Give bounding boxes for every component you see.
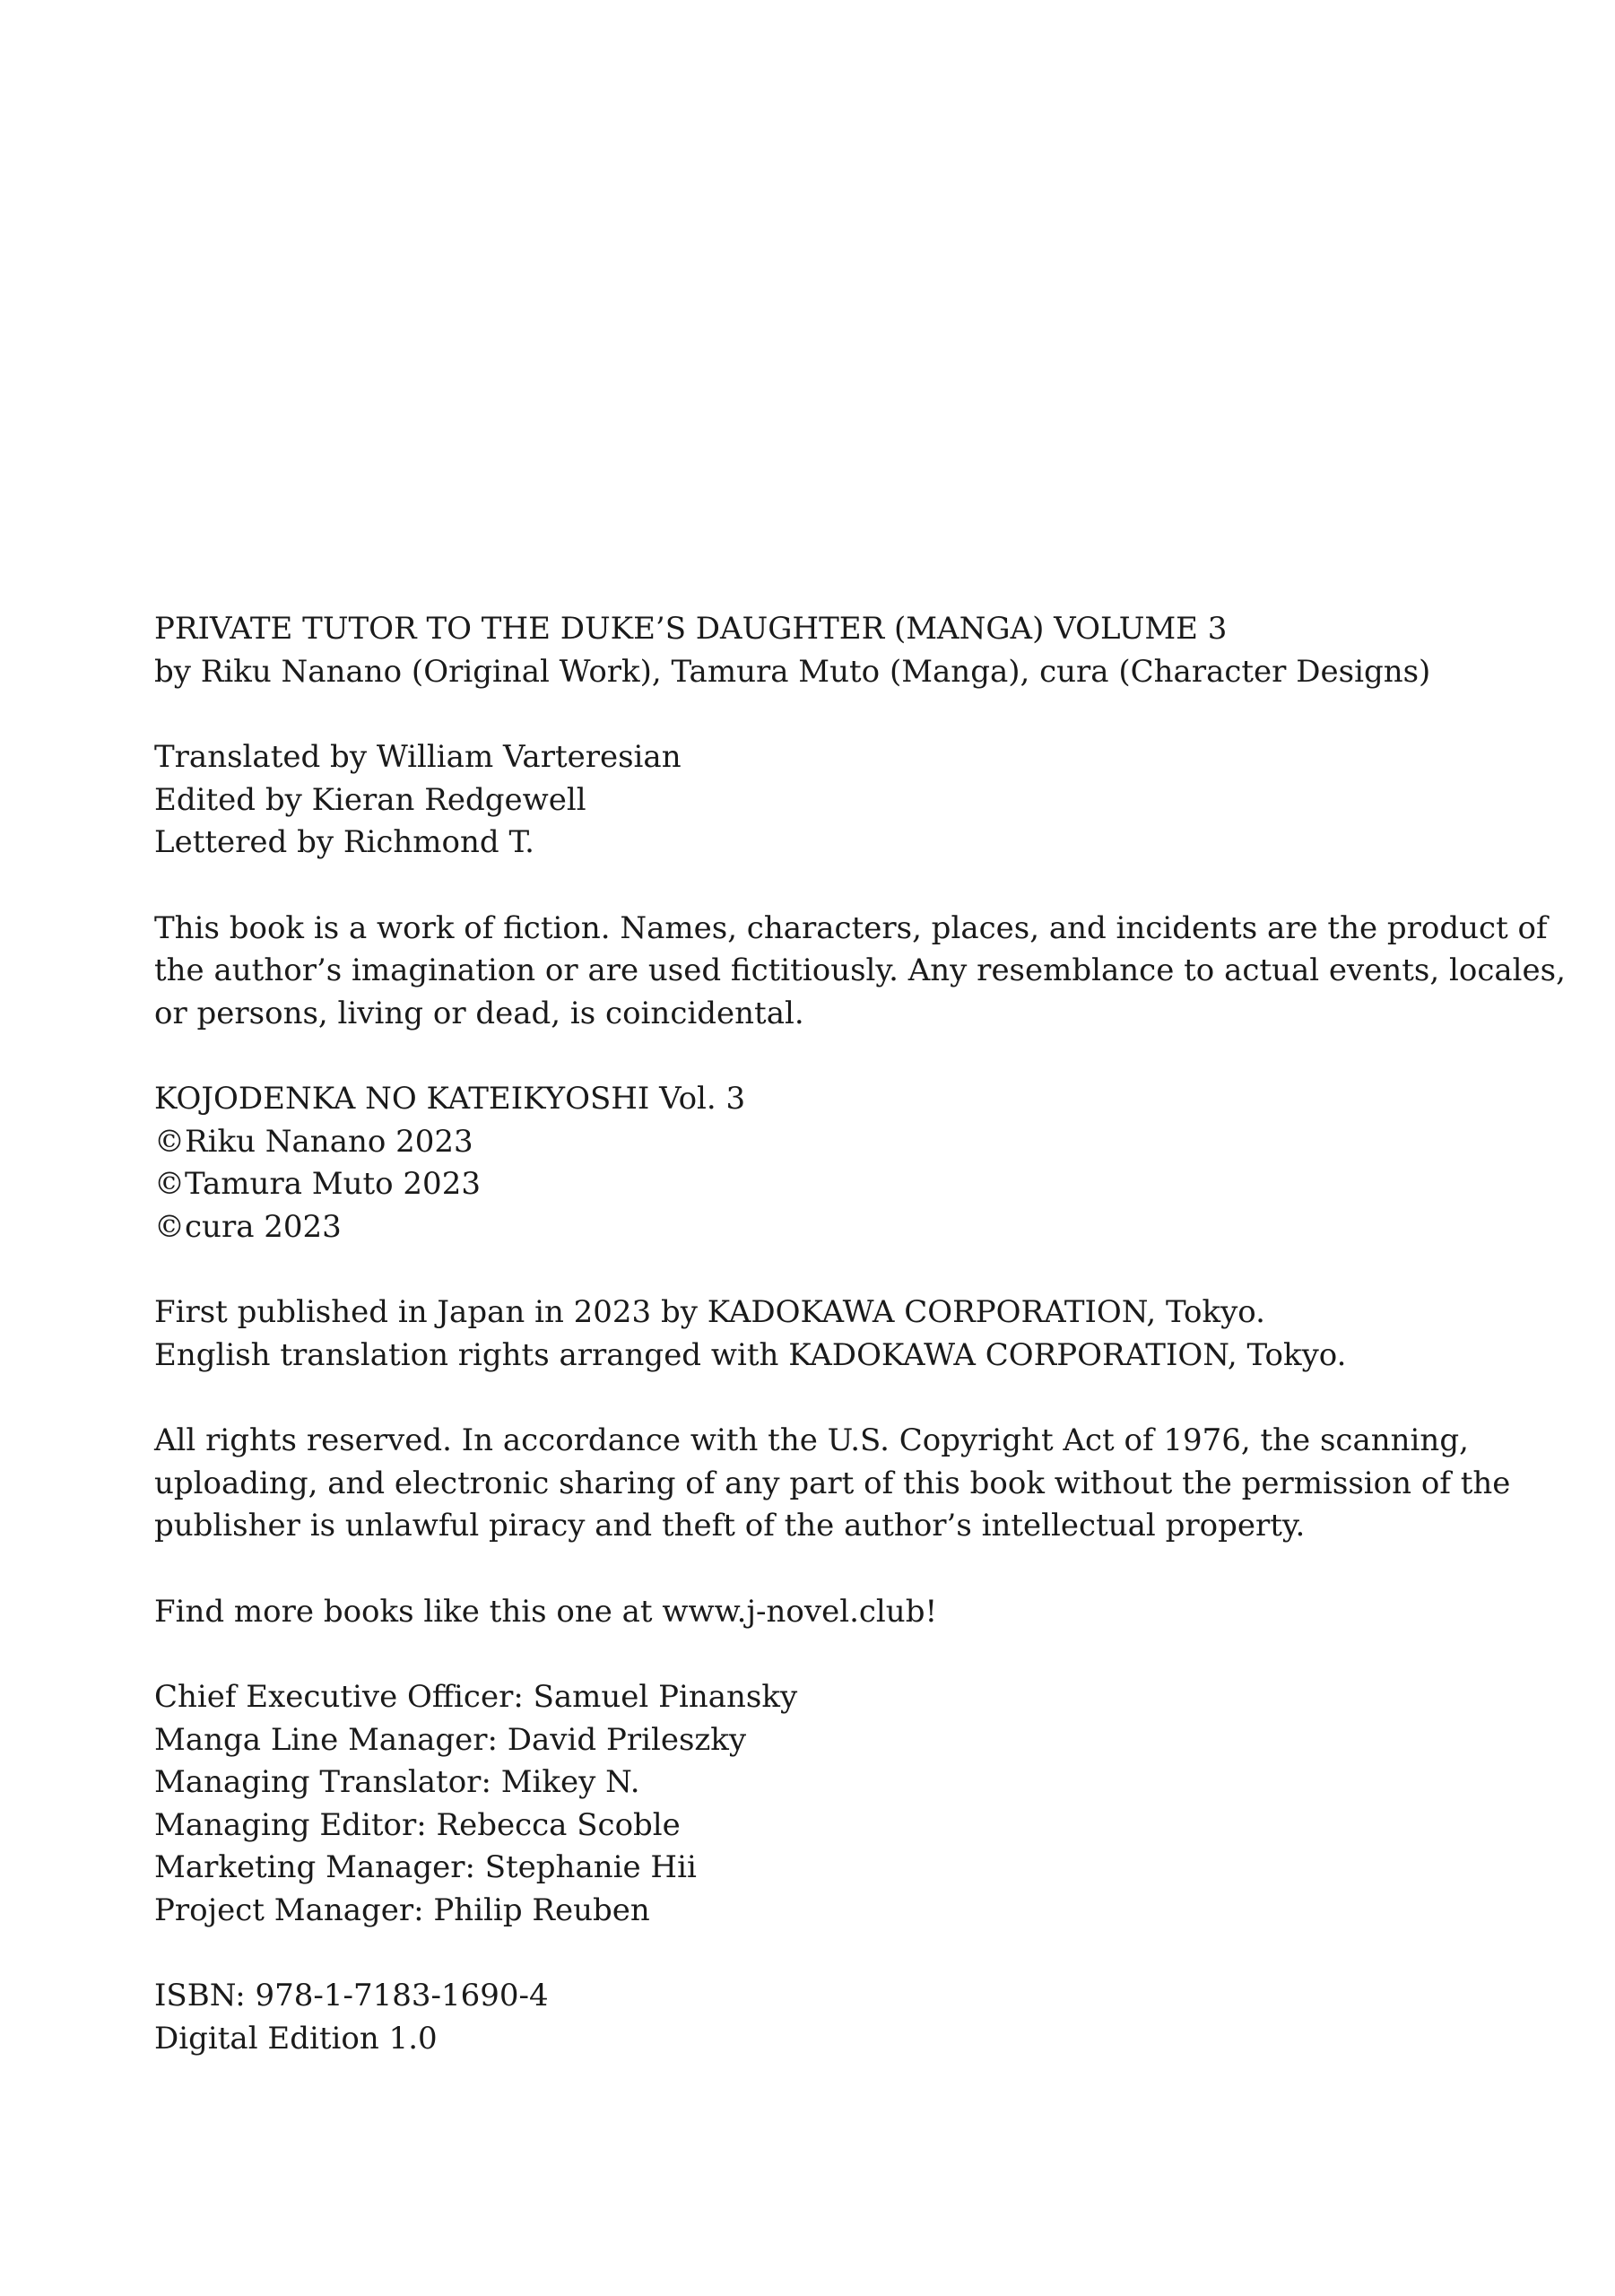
promo-block — [154, 1591, 1481, 1634]
isbn: ISBN: 978-1-7183-1690-4 — [154, 1978, 549, 2013]
edition-block — [154, 1975, 1481, 2060]
staff-line: Managing Translator: Mikey N. — [154, 1764, 640, 1800]
staff-line: Chief Executive Officer: Samuel Pinansky — [154, 1679, 798, 1715]
edition-number: Digital Edition 1.0 — [154, 2020, 438, 2057]
publication-line: First published in Japan in 2023 by KADOKAWA CORPORATION, Tokyo. — [154, 1294, 1265, 1330]
staff-line: Manga Line Manager: David Prileszky — [154, 1721, 747, 1758]
copyright-line: ©Riku Nanano 2023 — [154, 1123, 473, 1160]
copyright-line: ©cura 2023 — [154, 1208, 342, 1245]
staff-line: Project Manager: Philip Reuben — [154, 1892, 650, 1928]
translator-credit: Translated by William Varteresian — [154, 739, 682, 775]
staff-line: Marketing Manager: Stephanie Hii — [154, 1849, 697, 1885]
rights-line: uploading, and electronic sharing of any part of this book without the permission of the — [154, 1465, 1511, 1501]
credits-block — [154, 736, 1481, 865]
original-title: KOJODENKA NO KATEIKYOSHI Vol. 3 — [154, 1081, 746, 1117]
editor-credit: Edited by Kieran Redgewell — [154, 781, 586, 818]
letterer-credit: Lettered by Richmond T. — [154, 824, 534, 860]
disclaimer-line: the author’s imagination or are used fictitiously. Any resemblance to actual events, locales, — [154, 952, 1566, 988]
book-title: PRIVATE TUTOR TO THE DUKE’S DAUGHTER (MANGA) VOLUME 3 — [154, 611, 1228, 647]
disclaimer-line: This book is a work of fiction. Names, characters, places, and incidents are the product of — [154, 909, 1548, 946]
staff-line: Managing Editor: Rebecca Scoble — [154, 1806, 681, 1843]
copyright-text — [154, 608, 1566, 2103]
title-block — [154, 608, 1481, 693]
original-copyright-block — [154, 1078, 1481, 1248]
fiction-disclaimer — [154, 908, 1566, 1036]
rights-line: publisher is unlawful piracy and theft of the author’s intellectual property. — [154, 1508, 1306, 1544]
staff-block — [154, 1676, 1481, 1932]
copyright-line: ©Tamura Muto 2023 — [154, 1166, 481, 1202]
rights-block — [154, 1420, 1511, 1548]
publication-line: English translation rights arranged with KADOKAWA CORPORATION, Tokyo. — [154, 1336, 1347, 1373]
disclaimer-line: or persons, living or dead, is coincidental. — [154, 995, 804, 1031]
byline: by Riku Nanano (Original Work), Tamura Muto (Manga), cura (Character Designs) — [154, 653, 1431, 690]
publication-block — [154, 1292, 1481, 1377]
rights-line: All rights reserved. In accordance with the U.S. Copyright Act of 1976, the scanning, — [154, 1422, 1469, 1458]
promo-line: Find more books like this one at www.j-novel.club! — [154, 1593, 938, 1630]
